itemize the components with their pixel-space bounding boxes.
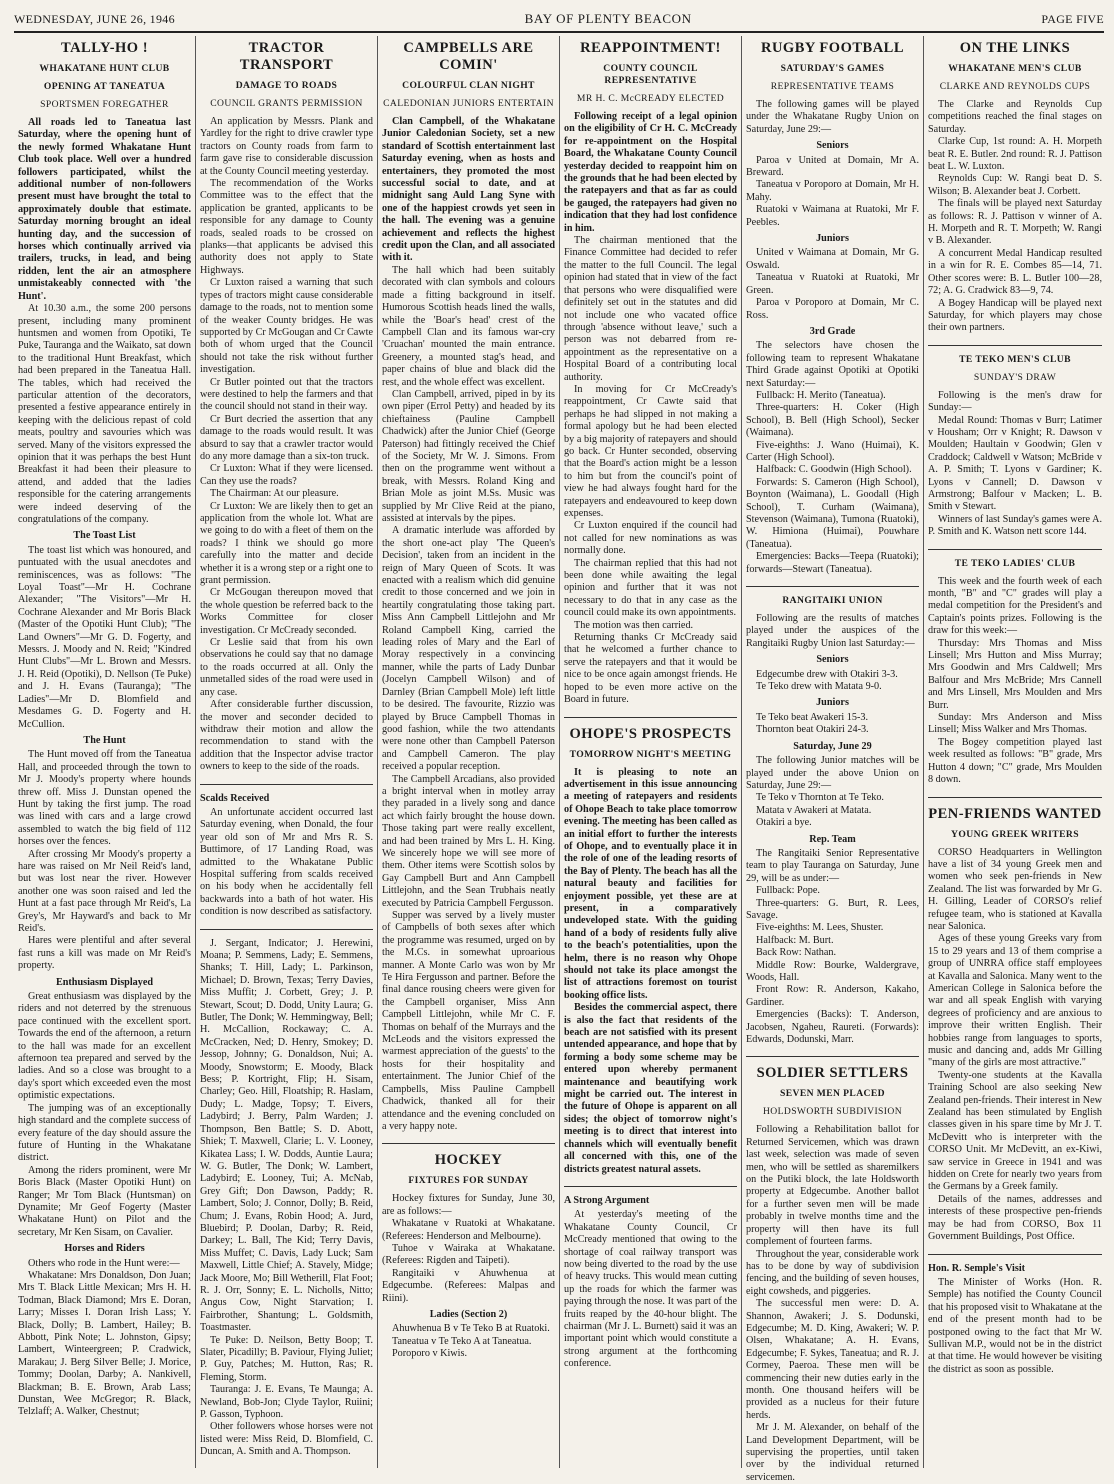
section-head: Ladies (Section 2): [429, 1308, 508, 1320]
issue-date: WEDNESDAY, JUNE 26, 1946: [14, 11, 175, 26]
paragraph: The Chairman: At our pleasure.: [210, 488, 339, 500]
headline-tally-ho: TALLY-HO !: [60, 40, 149, 56]
paragraph: Returning thanks Cr McCready said that he welcomed a further chance to serve the ratepayers and that it would be nice to be once again amongst friends. He hoped to be even more active on the Board in future.: [564, 632, 737, 706]
paragraph: Supper was served by a lively muster of Campbells of both sexes after which the programme was resumed, urged on by the M.Cs. in somewhat uproarious manner. A Monte Carlo was won by Mr Te Hira Fergusson and partner. Before the final dance rousing cheers were given for the Campbell organiser, Miss Ann Campbell Littlejohn, while Mr C. F. Thomas on behalf of the Murrays and the McLeods and the visitors expressed the warmest appreciation of the guests' to the hosts for their hospitality and entertainment. The Junior Chief of the Campbells, Miss Pauline Campbell Chadwick, thanked all for their attendance and the evening concluded on a very happy note.: [382, 910, 555, 1132]
article-lead: Following receipt of a legal opinion on the eligibility of Cr H. C. McCready for re-appointment on the Hospital Board, the Whakatane County Council yesterday decided to reappoint him on the grounds that he had been elected by the ratepayers and that as far as could be gauged, the ratepayers had given no indication that they had lost confidence in him.: [564, 111, 737, 234]
paragraph: The following Junior matches will be played under the above Union on Saturday, June 29:—: [746, 755, 919, 791]
column-1: [14, 36, 196, 1468]
paragraph: Te Teko beat Awakeri 15-3.: [756, 711, 869, 723]
section-head: Juniors: [816, 233, 849, 245]
paragraph: After considerable further discussion, the mover and seconder decided to withdraw their motion and allow the recommendation to stand with the addition that the Inspector advise tractor owners to keep to the side of the roads.: [200, 699, 373, 773]
paragraph: The Hunt moved off from the Taneatua Hall, and proceeded through the town to Mr J. Moody's property where hounds threw off. Miss J. Dunstan opened the Hunt by taking the first jump. The road was lined with cars and a large crowd assembled to watch the big field of 112 horses over the fences.: [18, 749, 191, 848]
subhead: FIXTURES FOR SUNDAY: [408, 1175, 529, 1187]
paragraph: The Campbell Arcadians, also provided a bright interval when in motley array they paraded in a lively song and dance act which fairly brought the house down. Those taking part were really excellent, and had been trained by Mrs L. H. King. We sincerely hope we will see more of them. Other items were Scottish solos by Gay Campbell Burt and Ann Campbell Littlejohn, and the Sean Trubhais neatly executed by Patricia Campbell Fergusson.: [382, 773, 555, 909]
column-rule: [200, 784, 373, 785]
paragraph: The chairman mentioned that the Finance Committee had decided to refer the matter to the full Council. The legal opinion had stated that in view of the fact that persons who were disqualified were definitely set out in the statutes and did not include one who vacated office through 'absence without leave,' such a person was not debarred from re-appointment as the representative on a Hospital Board of a contributing local authority.: [564, 235, 737, 383]
paragraph: Ages of these young Greeks vary from 15 to 29 years and 13 of them comprise a group of UNRRA office staff employees at Kavalla and Salonica. Many went to the American College in Salonica before the war and all speak English with varying degrees of proficiency and are anxious to improve their written English. Their hobbies range from languages to sports, music and dancing and, adds Mr Gilling "many of the girls are most attractive.": [928, 933, 1102, 1069]
paragraph: Throughout the year, considerable work has to be done by way of subdivision fencing, and the building of seven houses, eight cowsheds, and piggeries.: [746, 1248, 919, 1297]
section-head: Seniors: [816, 654, 849, 666]
headline-reappointment: REAPPOINTMENT!: [580, 40, 721, 56]
masthead: [14, 8, 1104, 30]
paragraph: An application by Messrs. Plank and Yardley for the right to drive crawler type tractors on County roads from farm to farm gave rise to considerable discussion at the County Council meeting yesterday.: [200, 116, 373, 177]
paragraph: Edgecumbe drew with Otakiri 3-3.: [756, 668, 898, 680]
paragraph: Following are the results of matches played under the auspices of the Rangitaiki Rugby Union last Saturday:—: [746, 613, 919, 649]
column-3: [378, 36, 560, 1468]
paragraph: Te Teko v Thornton at Te Teko.: [756, 792, 884, 804]
paragraph: Taneatua v Te Teko A at Taneatua.: [392, 1335, 532, 1347]
paragraph: Halfback: M. Burt.: [756, 934, 834, 946]
paragraph: Among the riders prominent, were Mr Boris Black (Master Opotiki Hunt) on Ranger; Mr Tom Black (Huntsman) on Dynamite; Mr Geof Fogerty (Master Whakatane Hunt) on Pilot and the secretary, Mr Ken Sisam, on Cavalier.: [18, 1164, 191, 1238]
subhead: YOUNG GREEK WRITERS: [951, 828, 1079, 840]
subhead: MR H. C. McCREADY ELECTED: [576, 93, 725, 104]
headline-rugby: RUGBY FOOTBALL: [760, 40, 905, 56]
column-rule: [746, 586, 919, 587]
paragraph: Te Teko drew with Matata 9-0.: [756, 681, 882, 693]
section-head: Enthusiasm Displayed: [55, 976, 154, 988]
column-rule: [928, 797, 1102, 798]
subhead: CLARKE AND REYNOLDS CUPS: [939, 81, 1091, 92]
section-title: TE TEKO LADIES' CLUB: [954, 557, 1076, 569]
paragraph: At 10.30 a.m., the some 200 persons present, including many prominent huntsmen and women from Opotiki, Te Puke, Tauranga and the Waikato, sat down to the traditional Hunt Breakfast, which had been prepared in the Taneatua Hall. The tables, which had received the particular attention of the decorators, presented a festive appearance entirely in keeping with the delicious repast of cold meats, poultry and savouries which was served. Many of the visitors expressed the opinion that it was perhaps the best Hunt Breakfast it had been their pleasure to attend, and added that the ladies responsible for the catering arrangements were indeed deserving of the congratulations of the company.: [18, 303, 191, 525]
paragraph: Five-eighths: M. Lees, Shuster.: [756, 922, 884, 934]
paragraph: The jumping was of an exceptionally high standard and the complete success of every feature of the day should assure the future of Hunting in the Whakatane district.: [18, 1102, 191, 1164]
paragraph: At yesterday's meeting of the Whakatane County Council, Cr McCready mentioned that owing to the shortage of coal railway transport was now being diverted to the road by the use of heavy trucks. This would mean cutting up the roads for which the farmer was paying through the nose. It was part of the fruits reaped by the 40-hour blight. The chairman (Mr J. L. Burnett) said it was an important point which would constitute a strong argument at the forthcoming conference.: [564, 1209, 737, 1370]
headline-hockey: HOCKEY: [434, 1152, 503, 1169]
paragraph: Hares were plentiful and after several fast runs a kill was made on Mr Reid's property.: [18, 935, 191, 972]
paragraph: Clarke Cup, 1st round: A. H. Morpeth beat R. E. Butler. 2nd round: R. J. Pattison beat L. W. Luxton.: [928, 136, 1102, 173]
paragraph: Poroporo v Kiwis.: [392, 1348, 467, 1360]
paragraph: Cr Luxton enquired if the council had not called for new nominations as was normally done.: [564, 520, 737, 557]
paragraph: Reynolds Cup: W. Rangi beat D. S. Wilson; B. Alexander beat J. Corbett.: [928, 173, 1102, 197]
article-lead: All roads led to Taneatua last Saturday, where the opening hunt of the newly formed Whakatane Hunt Club took place. Well over a hundred followers participated, whilst the additional number of non-followers present must have brought the total to approximately double that estimate. Saturday morning brought an ideal hunting day, and the succession of horses which continually arrived via trailers, trucks, in lead, and being ridden, lent the air an atmosphere unmistakeably connected with 'the Hunt'.: [18, 117, 191, 302]
subhead: COUNTY COUNCIL REPRESENTATIVE: [603, 63, 698, 86]
paragraph: Cr Luxton: What if they were licensed. Can they use the roads?: [200, 463, 373, 487]
paragraph: Cr Burt decried the assertion that any damage to the roads would result. It was absurd to say that a crawler tractor would do any more damage than a six-ton truck.: [200, 413, 373, 462]
paragraph: The successful men were: D. A. Shannon, Awakeri; J. S. Dodunski, Edgecumbe; M. D. King, Awakeri; W. P. Olsen, Whakatane; A. H. Evans, Edgecumbe; F. Sykes, Taneatua; and R. J. Cormey, Paeroa. These men will be commencing their new duties early in the month. One thousand heifers will be provided as a nucleus for their future herds.: [746, 1298, 919, 1421]
paragraph: The Rangitaiki Senior Representative team to play Tauranga on Saturday, June 29, will be as under:—: [746, 847, 919, 884]
paragraph: Halfback: C. Goodwin (High School).: [756, 464, 912, 476]
headline-on-the-links: ON THE LINKS: [959, 40, 1071, 56]
paragraph: Paroa v United at Domain, Mr A. Breward.: [746, 154, 919, 179]
paragraph: A dramatic interlude was afforded by the short one-act play 'The Queen's Decision', taken from an incident in the reign of Mary Queen of Scots. It was enacted with a realism which did genuine credit to those concerned and we join in heartily congratulating those taking part. Miss Ann Campbell Littlejohn and Mr Roland Campbell King, carried the leading roles of Mary and the Earl of Moray respectively in a convincing manner, while the parts of Lady Dunbar (Jocelyn Campbell Wilson) and of Darnley (Brian Campbell Mole) left little to be desired. The favourite, Rizzio was played by Bruce Campbell Thomas in good fashion, while the two attendants were none other than Campbell Paterson and Campbell Cameron. The play received a popular reception.: [382, 525, 555, 773]
paragraph: Emergencies (Backs): T. Anderson, Jacobsen, Ngaheu, Raureti. (Forwards): Edwards, Dodunski, Marr.: [746, 1009, 919, 1046]
column-rule: [928, 549, 1102, 550]
paragraph: The Minister of Works (Hon. R. Semple) has notified the County Council that his proposed visit to Whakatane at the end of the present month had to be postponed owing to the fact that Mr W. Sullivan M.P., would not be in the district at that time. He would however be visiting the district as soon as possible.: [928, 1276, 1102, 1375]
paragraph: The toast list which was honoured, and puntuated with the usual anecdotes and reminiscences, was as follows: "The Loyal Toast"—Mr H. Cochrane Alexander; "The Visitors"—Mr H. Cochrane Alexander and Mr Boris Black (Master of the Opotiki Hunt Club); "The Land Owners"—Mr G. D. Fogerty, and Messrs. J. Moody and N. Reid; "Kindred Hunt Clubs"—Mr L. Brown and Messrs. J. H. Reid (Opotiki), D. Nellson (Te Puke) and J. H. Evans (Tauranga); "The Ladies"—Mr D. Blomfield and Mesdames G. D. Fogerty and H. McCullion.: [18, 544, 191, 730]
column-4: [560, 36, 742, 1468]
headline-tractor-transport: TRACTOR TRANSPORT: [239, 40, 334, 73]
paragraph: The chairman replied that this had not been done while awaiting the legal opinion and further that it was not necessary to do that in any case as the council could make its own appointments.: [564, 557, 737, 619]
paragraph: Cr Leslie said that from his own observations he could say that no damage to the roads occurred at all. Only the unmetalled sides of the road were used in any case.: [200, 637, 373, 698]
column-2: [196, 36, 378, 1468]
section-head: A Strong Argument: [564, 1194, 650, 1206]
subhead: WHAKATANE MEN'S CLUB: [948, 63, 1082, 74]
headline-soldier-settlers: SOLDIER SETTLERS: [756, 1065, 909, 1082]
paragraph: The hall which had been suitably decorated with clan symbols and colours made a fitting background in itself. Humorous Scottish heads lined the walls, while the 'Boar's head' crest of the Campbell Clan and its famous war-cry 'Cruachan' mounted the main entrance. Greenery, a mounted stag's head, and paper chains of blue and black did the rest, and the whole effect was excellent.: [382, 264, 555, 388]
paragraph: A concurrent Medal Handicap resulted in a win for R. E. Combes 85—14, 71. Other scores were: B. L. Butler 100—28, 72; A. G. Cradwick 83—9, 74.: [928, 247, 1102, 297]
subhead: TOMORROW NIGHT'S MEETING: [569, 748, 732, 760]
column-rule: [200, 929, 373, 930]
paragraph: Hockey fixtures for Sunday, June 30, are as follows:—: [382, 1193, 555, 1217]
paragraph: Cr Butler pointed out that the tractors were destined to help the farmers and that the council should not stand in their way.: [200, 376, 373, 413]
column-6: [924, 36, 1106, 1468]
column-rule: [564, 717, 737, 718]
column-rule: [928, 345, 1102, 346]
paragraph: Tuhoe v Wairaka at Whakatane. (Referees: Rigden and Taipeti).: [382, 1242, 555, 1267]
page-number: PAGE FIVE: [1041, 11, 1104, 26]
subhead: HOLDSWORTH SUBDIVISION: [762, 1106, 903, 1118]
headline-campbells: CAMPBELLS ARE COMIN': [403, 40, 534, 73]
headline-pen-friends: PEN-FRIENDS WANTED: [928, 805, 1102, 822]
paragraph: Clan Campbell, arrived, piped in by its own piper (Errol Petty) and headed by its chieftainess (Pauline Campbell Chadwick) after the Junior Chief (George Paterson) had fittingly received the Chief of the Society, Mr W. J. Simons. From then on the programme went without a break, with Messrs. Roland King and Brian Mole as joint M.Ss. Music was supplied by Mr Clive Reid at the piano, assisted at intervals by the pipes.: [382, 388, 555, 524]
paragraph: Fullback: Pope.: [756, 885, 820, 897]
subhead: REPRESENTATIVE TEAMS: [770, 81, 895, 92]
paragraph: Sunday: Mrs Anderson and Miss Linsell; Miss Walker and Mrs Thomas.: [928, 712, 1102, 736]
subhead: DAMAGE TO ROADS: [235, 80, 338, 91]
subhead: OPENING AT TANEATUA: [43, 81, 166, 92]
subhead: SEVEN MEN PLACED: [779, 1088, 885, 1100]
paragraph: The finals will be played next Saturday as follows: R. J. Pattison v winner of A. H. Morpeth and R. T. Morpeth; W. Rangi v B. Alexander.: [928, 198, 1102, 247]
paragraph: Winners of last Sunday's games were A. P. Smith and K. Watson nett score 144.: [928, 513, 1102, 538]
section-title: RANGITAIKI UNION: [782, 595, 883, 607]
paragraph: Following is the men's draw for Sunday:—: [928, 389, 1102, 414]
paragraph: The recommendation of the Works Committee was to the effect that the application be granted, applicants to be responsible for any damage to County roads, sealed roads to be crossed on planks—that applicants be advised this authority does not apply to State Highways.: [200, 178, 373, 276]
paragraph: Matata v Awakeri at Matata.: [756, 804, 872, 816]
paragraph: A Bogey Handicap will be played next Saturday, for which players may chose their own partners.: [928, 297, 1102, 334]
section-head: Scalds Received: [200, 792, 270, 804]
column-rule: [382, 1143, 555, 1144]
paragraph: The following games will be played under the Whakatane Rugby Union on Saturday, June 29:—: [746, 99, 919, 135]
paragraph: The Bogey competition played last week resulted as follows: "B" grade, Mrs Hutton 4 down; "C" grade, Mrs Moulden 8 down.: [928, 736, 1102, 786]
paragraph: Mr J. M. Alexander, on behalf of the Land Development Department, will be supervising the properties, until taken over by the individual returned servicemen.: [746, 1422, 919, 1483]
paragraph: Paroa v Poroporo at Domain, Mr C. Ross.: [746, 297, 919, 321]
paragraph: Emergencies: Backs—Teepa (Ruatoki); forwards—Stewart (Taneatua).: [746, 551, 919, 575]
paragraph: Whakatane v Ruatoki at Whakatane. (Referees: Henderson and Melbourne).: [382, 1218, 555, 1242]
page-columns: [14, 36, 1106, 1483]
paragraph: Three-quarters: H. Coker (High School), B. Bell (High School), Secker (Waimana).: [746, 402, 919, 439]
paragraph: Cr Luxton raised a warning that such types of tractors might cause considerable damage to the roads, not to mention some of the weaker County bridges. He was supported by Cr McGougan and Cr Cawte both of whom urged that the Council should not take the risk without further investigation.: [200, 277, 373, 376]
paragraph: The Clarke and Reynolds Cup competitions reached the final stages on Saturday.: [928, 99, 1102, 135]
newspaper-name: BAY OF PLENTY BEACON: [524, 11, 692, 26]
paragraph: An unfortunate accident occurred last Saturday evening, when Donald, the four year old son of Mr and Mrs R. S. Buttimore, of 17 Landing Road, was admitted to the Whakatane Public Hospital suffering from scalds received on his body when he accidentally fell backwards into a bath of hot water. His condition is now described as satisfactory.: [200, 806, 373, 918]
paragraph: Three-quarters: G. Burt, R. Lees, Savage.: [746, 897, 919, 921]
headline-ohope: OHOPE'S PROSPECTS: [569, 725, 732, 742]
subhead: SUNDAY'S DRAW: [973, 371, 1057, 383]
paragraph: Others who rode in the Hunt were:—: [28, 1257, 180, 1269]
paragraph: Five-eighths: J. Wano (Huimai), K. Carter (High School).: [746, 439, 919, 463]
paragraph: CORSO Headquarters in Wellington have a list of 34 young Greek men and women who seek pen-friends in New Zealand. The list was forwarded by Mr G. H. Gilling, Leader of CORSO's relief refugee team, who is stationed at Kavalla near Salonica.: [928, 846, 1102, 932]
subhead: SPORTSMEN FOREGATHER: [40, 99, 169, 110]
paragraph: Te Puke: D. Neilson, Betty Boop; T. Slater, Picadilly; B. Paviour, Flying Juliet; P. Guy, Patches; M. Hutton, Ras; R. Fleming, Storm.: [200, 1334, 373, 1383]
paragraph: The selectors have chosen the following team to represent Whakatane Third Grade against Opotiki at Opotiki next Saturday:—: [746, 340, 919, 389]
paragraph: Otakiri a bye.: [756, 817, 812, 829]
section-title: TE TEKO MEN'S CLUB: [959, 353, 1071, 365]
column-rule: [928, 1254, 1102, 1255]
column-rule: [564, 1186, 737, 1187]
paragraph: Whakatane: Mrs Donaldson, Don Juan; Mrs T. Black Little Mexican; Mrs H. H. Todman, Black Diamond; Mrs E. Doran, Larry; Misses I. Doran Irish Lass; Y. Black, Dolly; B. Lambert, Hailey; B. Abbott, Pink Note; L. Johnston, Gipsy; Lambert, Winteergreen; P. Cradwick, Marakau; J. Berg Silver Belle; J. Morice, Tommy; Doolan, Darby; A. Nankivell, Blackman; B. E. Brown, Arab Lass; Dunstan, Wee McGregor; R. Black, Telzlaff; A. Walker, Chestnut;: [18, 1269, 191, 1418]
paragraph: Back Row: Nathan.: [756, 947, 837, 959]
paragraph: After crossing Mr Moody's property a hare was raised on Mr Neil Reid's land, but was lost near the river. However another one was soon raised and led the Hunt at a fast pace through Mr Reid's, La Grey's, Mr Hayward's and back to Mr Reid's.: [18, 848, 191, 934]
paragraph: Great enthusiasm was displayed by the riders and not deterred by the strenuous pace continued with the excellent sport. Towards the end of the afternoon, a return to the hall was made for an excellent afternoon tea prepared and served by the ladies. And so a close was brought to a day's sport which exceeded even the most optimistic expectations.: [18, 991, 191, 1102]
section-head: Rep. Team: [809, 833, 856, 845]
article-lead: It is pleasing to note an advertisement in this issue announcing a meeting of ratepayers and residents of Ohope Beach to take place tomorrow evening. The meeting has been called as an initial effort to further the interests of Ohope, and to eventually place it in the role of one of the leading resorts of the Bay of Plenty. The beach has all the natural beauty and facilities for enjoyment possible, yet these are at present, in a comparatively undeveloped state. With the guiding hand of a body of residents fully alive to the beach's potentialities, upon the helm, there is no reason why Ohope should not take its place amongst the list of attractions foremost on tourist booking office lists.: [564, 766, 737, 1001]
paragraph: Following a Rehabilitation ballot for Returned Servicemen, which was drawn last week, selection was made of seven men, who will be settled as sharemilkers on the Putiki block, the late Holdsworth property at Edgecumbe. Another ballot for a further seven men will be made probably in twelve months time and the property will then have its full complement of fourteen farms.: [746, 1124, 919, 1248]
column-rule: [746, 1056, 919, 1057]
paragraph: Middle Row: Bourke, Waldergrave, Woods, Hall.: [746, 959, 919, 983]
paragraph: This week and the fourth week of each month, "B" and "C" grades will play a medal competition for the President's and Captain's points prizes. Following is the draw for this week:—: [928, 575, 1102, 637]
paragraph: Rangitaiki v Ahuwhenua at Edgecumbe. (Referees: Malpas and Riini).: [382, 1267, 555, 1304]
paragraph: Tauranga: J. E. Evans, Te Maunga; A. Newland, Bob-Jon; Clyde Taylor, Ruiini; P. Gasson, Typhoon.: [200, 1384, 373, 1421]
paragraph: Details of the names, addresses and interests of these prospective pen-friends may be had from CORSO, Box 11 Government Buildings, Post Office.: [928, 1193, 1102, 1243]
section-head: Seniors: [816, 140, 849, 152]
paragraph: Forwards: S. Cameron (High School), Boynton (Waimana), L. Goodall (High School), T. Curham (Waimana), Stevenson (Waimana), Tumona (Ruatoki), W. Himiona (Huimai), Pouwhare (Taneatua).: [746, 476, 919, 550]
paragraph: United v Waimana at Domain, Mr G. Oswald.: [746, 247, 919, 271]
paragraph: Ahuwhenua B v Te Teko B at Ruatoki.: [392, 1323, 550, 1335]
subhead: CALEDONIAN JUNIORS ENTERTAIN: [383, 98, 554, 109]
paragraph: Besides the commercial aspect, there is also the fact that residents of the beach are not satisfied with its present untended appearance, and hope that by forming a body some scheme may be entered upon whereby permanent maintenance and beautifying work might be carried out. The interest in the future of Ohope is apparent on all sides; the object of tomorrow night's meeting is to direct that interest into channels which will eventually benefit all concerned with this, one of the districts greatest natural assets.: [564, 1002, 737, 1175]
paragraph: The motion was then carried.: [574, 619, 694, 631]
paragraph: Taneatua v Ruatoki at Ruatoki, Mr Green.: [746, 272, 919, 296]
paragraph: Other followers whose horses were not listed were: Miss Reid, D. Blomfield, C. Duncan, A. Smith and A. Thompson.: [200, 1421, 373, 1458]
masthead-rule: [14, 31, 1104, 33]
column-5: [742, 36, 924, 1483]
section-head: The Hunt: [83, 734, 126, 746]
paragraph: Fullback: H. Merito (Taneatua).: [756, 389, 886, 401]
subhead: COUNCIL GRANTS PERMISSION: [210, 98, 363, 109]
paragraph: Thornton beat Otakiri 24-3.: [756, 724, 869, 736]
subhead: SATURDAY'S GAMES: [780, 63, 885, 74]
paragraph: Cr McGougan thereupon moved that the whole question be referred back to the Works Committee for closer investigation. Cr McCready seconded.: [200, 587, 373, 636]
paragraph: J. Sergant, Indicator; J. Herewini, Moana; P. Semmens, Lady; E. Semmens, Shanks; T. Hill, Lady; L. Parkinson, Michael; D. Brown, Texas; Terry Davies, Miss Muffit; J. Corbett, Grey; J. P. Stewart, Scout; D. Dodd, Unity Laura; G. Butler, The Donk; W. Hemmingway, Bell; H. McCallion, Rockaway; C. A. McCracken, Ned; D. Henry, Smokey; D. Jessop, Johnny; G. Donaldson, Nui; A. Moody, Snowstorm; E. Moody, Black Bess; P. Kortright, Flip; H. Sisam, Charley; Geo. Hill, Floatship; R. Haslam, Dudy; L. Madge, Topsy; T. Eivers, Ladybird; J. Berry, Palm Warden; J. Thompson, Ben Battle; S. D. Abott, Shiek; T. Maxwell, Clarie; L. V. Looney, Kikatea Lass; I. W. Dodds, Auntie Laura; W. G. Butler, The Donk; W. Lambert, Ladybird; E. Looney, Tui; A. McNab, Grey Gift; Don Dawson, Paddy; R. Lambert, Solo; J. Connor, Dolly; B. Reid, Chum; J. Evans, Robin Hood; A. Jurd, Bluebird; P. Doolan, Darby; R. Reid, Darkey; L. Ball, The Kid; Terry Davis, Miss Muffet; C. Davis, Lady Luck; Sam Maxwell, Little Chief; A. Stavely, Midge; Jack Moore, Mo; Bill Wetherill, Flat Foot; R. J. Orr, Sonny; E. L. Nicholls, Nitto; Angus Cow, Night Starvation; I. Fairbrother, Shantung; L. Goldsmith, Toastmaster.: [200, 937, 373, 1334]
section-head: Horses and Riders: [64, 1243, 145, 1255]
paragraph: In moving for Cr McCready's reappointment, Cr Cawte said that perhaps he had slipped in not making a formal apology but he had been elected by a big majority of ratepayers and should go back. Cr Hunter seconded, observing that the Board's action might be a lesson to him but from the council's point of view he had always fought hard for the ratepayers and endeavoured to keep down expenses.: [564, 383, 737, 519]
paragraph: Taneatua v Poroporo at Domain, Mr H. Mahy.: [746, 179, 919, 203]
section-head: The Toast List: [73, 530, 136, 542]
article-lead: Clan Campbell, of the Whakatane Junior Caledonian Society, set a new standard of Scottish entertainment last Saturday evening, when as hosts and entertainers, they promoted the most successful social to date, and at midnight sang Auld Lang Syne with one of the happiest crowds yet seen in the hall. The evening was a genuine achievement and reflects the highest credit upon the Clan, and all associated with it.: [382, 116, 555, 264]
paragraph: Twenty-one students at the Kavalla Training School are also seeking New Zealand pen-friends. Their interest in New Zealand has been stimulated by English classes given in his spare time by Mr J. T. McDevitt who is interpreter with the CORSO Unit. Mr McDevitt, an ex-Kiwi, saw service in Greece in 1941 and was hidden on Crete for nearly two years from the Germans by a Greek family.: [928, 1069, 1102, 1193]
paragraph: Front Row: R. Anderson, Kakaho, Gardiner.: [746, 984, 919, 1008]
section-head: Juniors: [816, 697, 849, 709]
paragraph: Cr Luxton: We are likely then to get an application from the whole lot. What are we going to do with a fleet of them on the roads? I think we should go more carefully into the matter and decide whether it is a wrong step or a right one to grant permission.: [200, 500, 373, 587]
paragraph: Ruatoki v Waimana at Ruatoki, Mr F. Peebles.: [746, 204, 919, 228]
paragraph: Thursday: Mrs Thomas and Miss Linsell; Mrs Hutton and Miss Murray; Mrs Goodwin and Mrs Caldwell; Mrs Balfour and Mrs McBride; Mrs Cannell and Mrs Linsell, Mrs Moulden and Mrs Burr.: [928, 637, 1102, 711]
section-head: Saturday, June 29: [793, 740, 872, 752]
subhead: COLOURFUL CLAN NIGHT: [402, 80, 535, 91]
subhead: WHAKATANE HUNT CLUB: [39, 63, 170, 74]
paragraph: Medal Round: Thomas v Burr; Latimer v Housham; Orr v Knight; R. Dawson v Moulden; Haultain v Goodwin; Glen v Craddock; Caldwell v Watson; McBride v A. P. Smith; T. Lyons v Gardiner; K. Lyons v Cannell; D. Dawson v Armstrong; Balfour v Macken; L. B. Smith v Stewart.: [928, 414, 1102, 513]
section-head: Hon. R. Semple's Visit: [928, 1262, 1026, 1274]
section-head: 3rd Grade: [809, 325, 856, 337]
